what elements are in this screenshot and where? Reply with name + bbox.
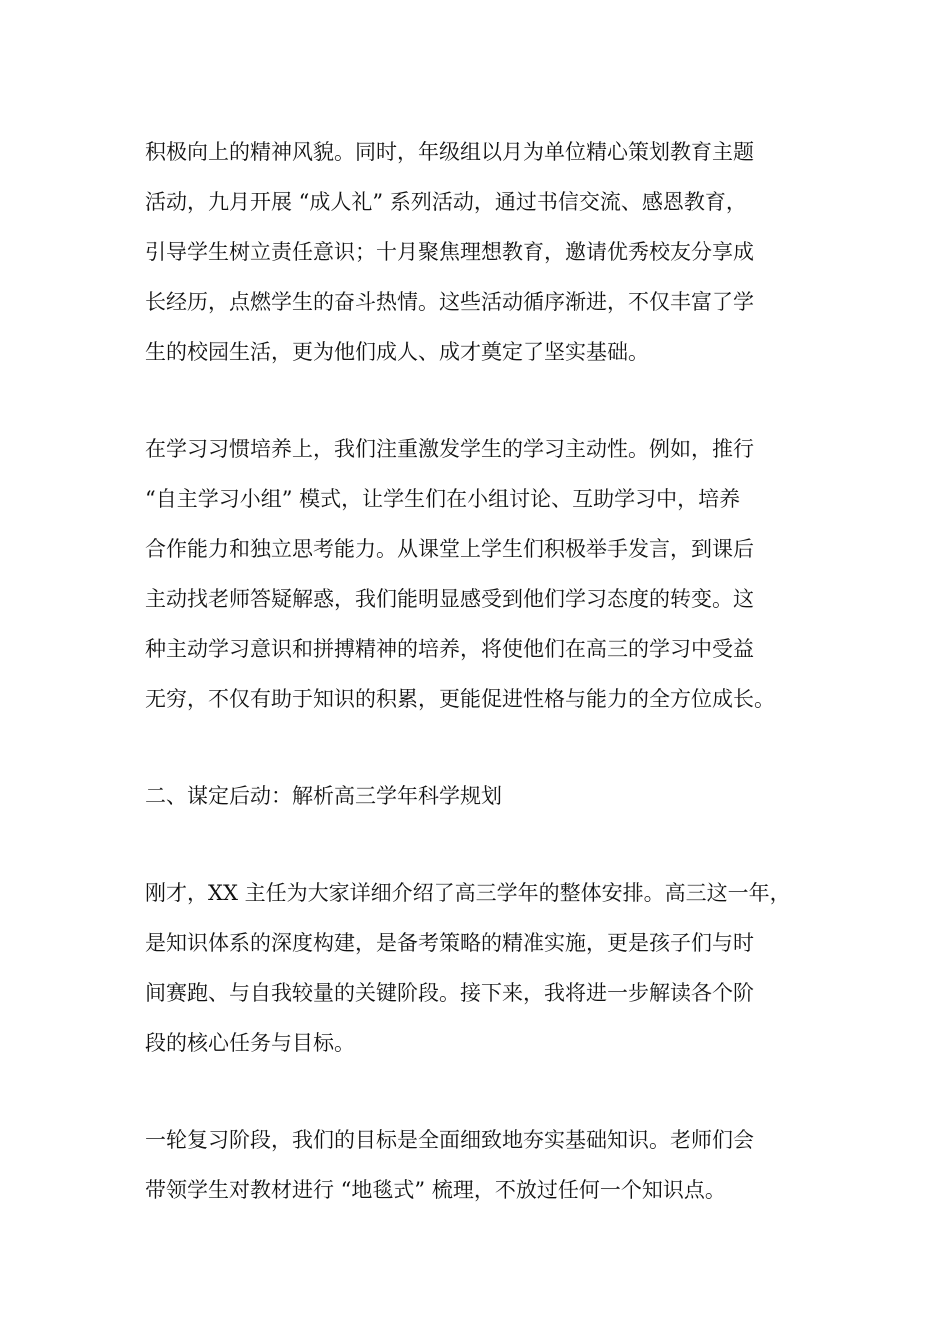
- paragraph-student-activities: [145, 133, 825, 383]
- section-heading-text: 二、谋定后动：解析高三学年科学规划: [145, 784, 502, 808]
- text-line: 活动，九月开展 “成人礼” 系列活动，通过书信交流、感恩教育，: [145, 190, 747, 214]
- text-line: 带领学生对教材进行 “地毯式” 梳理，不放过任何一个知识点。: [145, 1178, 726, 1202]
- document-body: [145, 133, 825, 1221]
- text-line: 无穷，不仅有助于知识的积累，更能促进性格与能力的全方位成长。: [145, 687, 775, 711]
- text-line: 合作能力和独立思考能力。从课堂上学生们积极举手发言，到课后: [145, 537, 754, 561]
- paragraph-study-habits: [145, 430, 825, 730]
- text-line: 主动找老师答疑解惑，我们能明显感受到他们学习态度的转变。这: [145, 587, 754, 611]
- text-line: “自主学习小组” 模式，让学生们在小组讨论、互助学习中，培养: [145, 487, 741, 511]
- text-line: 积极向上的精神风貌。同时，年级组以月为单位精心策划教育主题: [145, 140, 754, 164]
- text-line: 刚才，XX 主任为大家详细介绍了高三学年的整体安排。高三这一年，: [145, 881, 791, 905]
- paragraph-first-review: [145, 1121, 825, 1221]
- text-line: 引导学生树立责任意识；十月聚焦理想教育，邀请优秀校友分享成: [145, 240, 754, 264]
- paragraph-gap: [145, 827, 825, 874]
- text-line: 是知识体系的深度构建，是备考策略的精准实施，更是孩子们与时: [145, 931, 754, 955]
- text-line: 段的核心任务与目标。: [145, 1031, 355, 1055]
- text-line: 在学习习惯培养上，我们注重激发学生的学习主动性。例如，推行: [145, 437, 754, 461]
- paragraph-gap: [145, 383, 825, 430]
- text-line: 长经历，点燃学生的奋斗热情。这些活动循序渐进，不仅丰富了学: [145, 290, 754, 314]
- section-heading: [145, 777, 825, 827]
- text-line: 一轮复习阶段，我们的目标是全面细致地夯实基础知识。老师们会: [145, 1128, 754, 1152]
- paragraph-gap: [145, 1074, 825, 1121]
- text-line: 生的校园生活，更为他们成人、成才奠定了坚实基础。: [145, 340, 649, 364]
- text-line: 间赛跑、与自我较量的关键阶段。接下来，我将进一步解读各个阶: [145, 981, 754, 1005]
- paragraph-gap: [145, 730, 825, 777]
- paragraph-senior-year-plan: [145, 874, 825, 1074]
- text-line: 种主动学习意识和拼搏精神的培养，将使他们在高三的学习中受益: [145, 637, 754, 661]
